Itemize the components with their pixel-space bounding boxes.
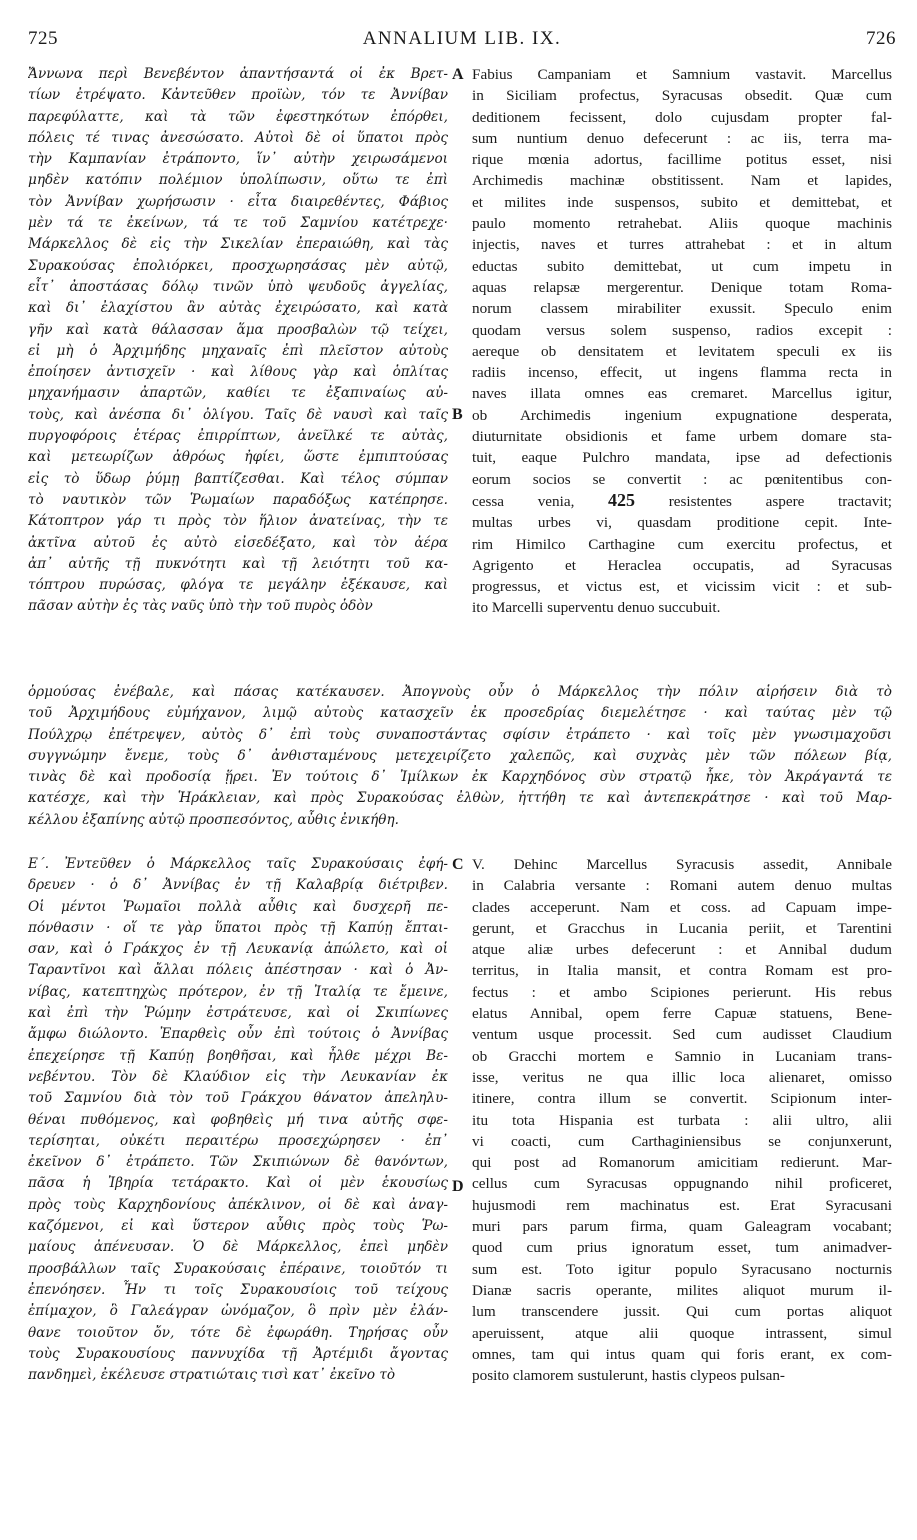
- latin-top-line: et milites inde suspensos, subito et demittebat, et: [472, 193, 892, 211]
- greek-bottom-line: πᾶσα ἡ Ἰβηρία τετάρακτο. Καὶ οἱ μὲν ἑκουσίως: [28, 1175, 448, 1192]
- latin-top-line: Archimedis machinæ obstitissent. Nam et lapides,: [472, 172, 892, 190]
- greek-full-line: ὁρμούσας ἐνέβαλε, καὶ πάσας κατέκαυσεν. Ἀπογνοὺς οὖν ὁ Μάρκελλος τὴν πόλιν αἱρήσειν διὰ τὸ: [28, 684, 892, 700]
- greek-top-line: ἀκτῖνα αὐτοῦ ἐς αὐτὸ εἰσεδέξατο, καὶ τὸν ἀέρα: [28, 534, 448, 551]
- latin-column-top: [472, 64, 892, 619]
- latin-top-line-prefix: cessa venia,: [472, 492, 575, 510]
- greek-top-line: καὶ δι᾽ ἐλαχίστου ἂν αὐτὰς ἐχειρώσατο, καὶ κατὰ: [28, 300, 448, 317]
- greek-top-line: Κάτοπτρον γάρ τι πρὸς τὸν ἥλιον ἀνατείνας, τὴν τε: [28, 513, 448, 530]
- latin-top-line: Fabius Campaniam et Samnium vastavit. Marcellus: [472, 66, 892, 83]
- latin-top-line: tuit, eaque Pulchro mandata, ipse ad defectionis: [472, 449, 892, 467]
- latin-bottom-line: elatus Annibal, opem ferre Capuæ statuens, Bene-: [472, 1005, 892, 1023]
- latin-top-line: ob Archimedis ingenium expugnatione desperata,: [472, 406, 892, 424]
- latin-bottom-line: itinere, contra illum se convertit. Scipionum inter-: [472, 1090, 892, 1108]
- greek-bottom-line: σαν, καὶ ὁ Γράκχος ἐν τῇ Λευκανίᾳ ἀπώλετο, καὶ οἱ: [28, 941, 448, 958]
- latin-top-line: diuturnitate obsidionis et fame urbem domare sta-: [472, 428, 892, 446]
- greek-top-line: μηχανήμασιν ἀπαρτῶν, καθίει τε ἐξαπιναίως αὐ-: [28, 385, 448, 402]
- greek-column-bottom: [28, 854, 448, 1386]
- greek-top-line: Ἄννωνα περὶ Βενεβέντον ἀπαντήσαντά οἱ ἐκ Βρετ-: [28, 66, 448, 82]
- latin-top-line: sum nuntium denuo defecerunt : ac iis, terra ma-: [472, 129, 892, 147]
- latin-bottom-line: gerunt, et Gracchus in Lucania periit, et Tarentini: [472, 919, 892, 937]
- greek-bottom-line: θανε τοιοῦτον ὄν, τότε δὲ ἐφωράθη. Τηρήσας οὖν: [28, 1324, 448, 1341]
- greek-bottom-line: Οἱ μέντοι Ῥωμαῖοι πολλὰ αὖθις καὶ δυσχερῆ πε-: [28, 898, 448, 915]
- greek-bottom-line: Ταραντῖνοι καὶ ἄλλαι πόλεις ἀπέστησαν · καὶ ὁ Ἀν-: [28, 962, 448, 979]
- greek-top-line: τὸν Ἀννίβαν χωρήσωσιν · εἶτα διαιρεθέντες, Φάβιος: [28, 193, 448, 210]
- latin-top-line: rique mœnia adortus, facillime potitus esset, nisi: [472, 151, 892, 169]
- latin-top-line: naves illata omnes eas cremaret. Marcellus igitur,: [472, 385, 892, 403]
- latin-top-line: paulo momento retrahebat. Aliis quoque machinis: [472, 215, 892, 233]
- section-marker-d: D: [452, 1178, 464, 1195]
- greek-bottom-line: ἐκεῖνον δ᾽ ἐτράπετο. Τῶν Σκιπιώνων δὲ θανόντων,: [28, 1154, 448, 1171]
- latin-top-line: injectis, naves et turres attrahebat : et in altum: [472, 236, 892, 254]
- latin-bottom-line: ventum usque processit. Sed cum audisset Claudium: [472, 1026, 892, 1044]
- running-title: ANNALIUM LIB. IX.: [362, 28, 562, 49]
- latin-bottom-line: itu tota Hispania est turbata : alii ultro, alii: [472, 1111, 892, 1129]
- latin-top-line: radiis incenso, effecit, ut ingens flamma recta in: [472, 364, 892, 382]
- latin-bottom-line: muri pars parum firma, quam Galeagram vocabant;: [472, 1218, 892, 1236]
- latin-bottom-line: territus, in Italia mansit, et contra Romam est pro-: [472, 962, 892, 980]
- greek-bottom-line: νεβέντου. Τὸν δὲ Κλαύδιον εἰς τὴν Λευκανίαν ἐκ: [28, 1068, 448, 1085]
- latin-bottom-line: Dianæ sacris operante, milites aliquot murum il-: [472, 1281, 892, 1299]
- latin-top-line: deditionem fecissent, dolo cujusdam propter fal-: [472, 108, 892, 126]
- greek-top-line: παρεφύλαττε, καὶ τὰ τῶν ἐφεστηκότων ἐπόρθει,: [28, 108, 448, 125]
- greek-top-line: ἐποίησεν ἀντισχεῖν · καὶ λίθους γὰρ καὶ ὁπλίτας: [28, 364, 448, 381]
- latin-bottom-line: fectus : et ambo Scipiones perierunt. His rebus: [472, 983, 892, 1001]
- marginal-number-badge: 425: [608, 489, 636, 510]
- greek-top-line: τὸ ναυτικὸν τῶν Ῥωμαίων παραδόξως κατέπρησε.: [28, 491, 448, 508]
- greek-top-line: τίων ἐτρέψατο. Κἀντεῦθεν προϊὼν, τόν τε Ἀννίβαν: [28, 87, 448, 104]
- greek-bottom-line: δρευεν · ὁ δ᾽ Ἀννίβας ἐν τῇ Καλαβρίᾳ διέτριβεν.: [28, 877, 448, 894]
- section-marker-b: B: [452, 406, 463, 423]
- latin-top-line: ito Marcelli superventu denuo succubuit.: [472, 599, 721, 617]
- greek-top-line: εἶτ᾽ ἀποστάσας δόλῳ τινῶν ὑπὸ ψευδοῦς ἀγγελίας,: [28, 278, 448, 295]
- greek-top-line: μηδὲν κατόπιν πολέμιον ὑπολίπωσιν, οὕτω τε ἐπὶ: [28, 172, 448, 189]
- greek-bottom-line: ἐπενόησεν. Ἦν τι τοῖς Συρακουσίοις τοῦ τείχους: [28, 1281, 448, 1298]
- latin-bottom-line: vi coacti, cum Carthaginiensibus se conjunxerunt,: [472, 1132, 892, 1150]
- greek-bottom-line: τερίσηται, οὐκέτι περαιτέρω προσεχώρησεν · ἐπ᾽: [28, 1132, 448, 1149]
- running-head: [28, 28, 896, 54]
- page-number-left: 725: [28, 28, 58, 49]
- greek-top-line: μὲν τά τε ἐκείνων, τά τε τοῦ Σαμνίου κατέτρεχε·: [28, 215, 448, 232]
- greek-full-line: κατέσχε, καὶ τὴν Ἡράκλειαν, καὶ πρὸς Συρακούσας ἐλθὼν, ἡττήθη τε καὶ ἀντεπεκράτησε · καὶ τοῦ Μαρ-: [28, 790, 892, 807]
- latin-top-line: eorum socios se convertit : ac pœnitentibus con-: [472, 470, 892, 488]
- greek-top-line: Μάρκελλος δὲ εἰς τὴν Σικελίαν ἐπεραιώθη, καὶ τὰς: [28, 236, 448, 253]
- latin-top-line: aquas relapsæ mergerentur. Denique totam Roma-: [472, 278, 892, 296]
- greek-bottom-line: ἐπίμαχον, ὃ Γαλεάγραν ὠνόμαζον, ὃ πρὶν μὲν ἐλάν-: [28, 1303, 448, 1320]
- greek-bottom-line: πόνθασιν · οἵ τε γὰρ ὕπατοι πρὸς τῇ Καπύῃ ἔπται-: [28, 919, 448, 936]
- greek-top-line: καὶ μετεωρίζων ἀθρόως ἠφίει, ὥστε ἐμπιπτούσας: [28, 449, 448, 466]
- greek-top-line: πυργοφόροις ἑτέρας ἐπιρρίπτων, ἀνεῖλκέ τε αὐτὰς,: [28, 428, 448, 445]
- latin-bottom-line: sum est. Toto igitur populo Syracusano nocturnis: [472, 1260, 892, 1278]
- greek-full-line: τοῦ Ἀρχιμήδους εὐμήχανον, λιμῷ αὐτοὺς κατασχεῖν ἐκ προσεδρίας διεμελέτησε · καὶ ταύτας μὲν τῷ: [28, 705, 892, 722]
- latin-top-line-with-badge: [472, 490, 892, 512]
- section-marker-c: C: [452, 856, 464, 873]
- latin-top-line: multas urbes vi, quasdam proditione cepit. Inte-: [472, 514, 892, 532]
- greek-top-line: Συρακούσας ἐπολιόρκει, προσχωρησάσας μὲν αὐτῷ,: [28, 257, 448, 274]
- latin-bottom-line: hujusmodi rem machinatus est. Erat Syracusani: [472, 1196, 892, 1214]
- latin-bottom-line: cellus cum Syracusas oppugnando nihil proficeret,: [472, 1175, 892, 1193]
- greek-full-line: συγγνώμην ἔνεμε, τοὺς δ᾽ ἀνθισταμένους μετεχειρίζετο χαλεπῶς, καὶ συχνὰς μὲν τῶν πόλεων βίᾳ,: [28, 747, 892, 764]
- latin-bottom-line: ob Gracchi mortem e Samnio in Lucaniam trans-: [472, 1047, 892, 1065]
- greek-top-line: ἀπ᾽ αὐτῆς τῇ πυκνότητι καὶ τῇ λειότητι τοῦ κα-: [28, 555, 448, 572]
- greek-top-line: πόλεις τέ τινας ἀνεσώσατο. Αὐτοὶ δὲ οἱ ὕπατοι πρὸς: [28, 129, 448, 146]
- latin-top-line-rest: resistentes aspere tractavit;: [668, 492, 892, 510]
- latin-bottom-line: quod cum prius ignoratum esset, tum animadver-: [472, 1239, 892, 1257]
- latin-bottom-line: posito clamorem sustulerunt, hastis clypeos pulsan-: [472, 1367, 785, 1385]
- greek-bottom-line: μαίους ἀπένευσαν. Ὁ δὲ Μάρκελλος, ἐπεὶ μηδὲν: [28, 1239, 448, 1256]
- greek-bottom-line: προσβάλλων ταῖς Συρακούσαις ἐπέραινε, τοιοῦτόν τι: [28, 1260, 448, 1277]
- greek-full-width-paragraph: [28, 682, 892, 831]
- latin-top-line: progressus, et victus est, et vicissim vicit : et sub-: [472, 578, 892, 596]
- greek-bottom-line: τοὺς Συρακουσίους παννυχίδα τῇ Ἀρτέμιδι ἄγοντας: [28, 1345, 448, 1362]
- latin-bottom-line: clades acceperunt. Nam et coss. ad Capuam impe-: [472, 898, 892, 916]
- latin-top-line: eductas subito demittebat, ut cum impetu in: [472, 257, 892, 275]
- latin-bottom-line: atque aliæ urbes defecerunt : et Annibal dudum: [472, 941, 892, 959]
- latin-bottom-line: qui post ad Romanorum amicitiam redierunt. Mar-: [472, 1154, 892, 1172]
- greek-bottom-line: πανδημεὶ, ἐκέλευσε στρατιώταις τισὶ κατ᾽ ἐκεῖνο τὸ: [28, 1367, 396, 1384]
- greek-top-line: πᾶσαν αὐτὴν ἐς τὰς ναῦς ὑπὸ τὴν τοῦ πυρὸς ὁδὸν: [28, 598, 373, 615]
- greek-bottom-line: πρὸς τοὺς Καρχηδονίους ἀπέκλινον, οἱ δὲ καὶ ἀναγ-: [28, 1196, 448, 1213]
- latin-top-line: quodam versus solem suspenso, radios excepit :: [472, 321, 892, 339]
- latin-bottom-line: lum transcendere jussit. Qui cum portas aliquot: [472, 1303, 892, 1321]
- latin-column-bottom: [472, 854, 892, 1386]
- greek-bottom-line: θέναι πυθόμενος, καὶ φοβηθεὶς μή τινα αὐτῆς σφε-: [28, 1111, 448, 1128]
- greek-bottom-line: ἐπεχείρησε τῇ Καπύῃ βοηθῆσαι, καὶ ἦλθε μέχρι Βε-: [28, 1047, 448, 1064]
- greek-top-line: τοὺς, καὶ ἀνέσπα δι᾽ ὀλίγου. Ταῖς δὲ ναυσὶ καὶ ταῖς: [28, 406, 448, 423]
- latin-bottom-line: V. Dehinc Marcellus Syracusis assedit, Annibale: [472, 856, 892, 873]
- latin-bottom-line: aperuissent, atque alii quoque intrassent, simul: [472, 1324, 892, 1342]
- latin-top-line: rim Himilco Carthagine cum exercitu profectus, et: [472, 535, 892, 553]
- greek-top-line: εἰς τὸ ὕδωρ ῥύμῃ βαπτίζεσθαι. Καὶ τέλος σύμπαν: [28, 470, 448, 487]
- greek-bottom-line: καζόμενοι, εἰ καὶ ὕστερον αὖθις πρὸς τοὺς Ῥω-: [28, 1218, 448, 1235]
- section-marker-a: A: [452, 66, 464, 83]
- greek-bottom-line: Ε΄. Ἐντεῦθεν ὁ Μάρκελλος ταῖς Συρακούσαις ἐφή-: [28, 856, 448, 872]
- greek-bottom-line: καὶ ἐπὶ τὴν Ῥώμην ἐστράτευσε, καὶ οἱ Σκιπίωνες: [28, 1005, 448, 1022]
- latin-bottom-line: in Calabria versante : Romani autem denuo multas: [472, 877, 892, 895]
- greek-full-line: τινὰς δὲ καὶ προδοσίᾳ ᾕρει. Ἐν τούτοις δ᾽ Ἰμίλκων ἐκ Καρχηδόνος σὺν στρατῷ ἧκε, τὸν Ἀκράγαντά τε: [28, 769, 892, 786]
- greek-bottom-line: νίβας, κατεπτηχὼς πρότερον, ἐν τῇ Ἰταλίᾳ τε ἔμεινε,: [28, 983, 448, 1000]
- greek-full-line: Πούλχρῳ ἐπέτρεψεν, αὐτὸς δ᾽ ἐπὶ τοὺς συναποστάντας σφίσιν ἐτράπετο · καὶ τοῖς μὲν γνωσιμαχοῦσι: [28, 726, 892, 743]
- latin-bottom-line: isse, veritus ne qua illic loca alienaret, omisso: [472, 1068, 892, 1086]
- latin-top-line: in Siciliam profectus, Syracusas obsedit. Quæ cum: [472, 87, 892, 105]
- greek-column-top: [28, 64, 448, 618]
- greek-top-line: εἰ μὴ ὁ Ἀρχιμήδης μηχαναῖς ἐπὶ πλεῖστον αὐτοὺς: [28, 342, 448, 359]
- greek-top-line: τόπτρου πυρώσας, φλόγα τε μεγάλην ἐξέκαυσε, καὶ: [28, 577, 448, 594]
- latin-bottom-line: omnes, tam qui intus quam qui foris erant, ex com-: [472, 1345, 892, 1363]
- page-number-right: 726: [866, 28, 896, 49]
- greek-bottom-line: τοῦ Σαμνίου διὰ τὸν τοῦ Γράκχου θάνατον ἀπεληλυ-: [28, 1090, 448, 1107]
- greek-bottom-line: ἄμφω διώλοντο. Ἐπαρθεὶς οὖν ἐπὶ τούτοις ὁ Ἀννίβας: [28, 1026, 448, 1043]
- latin-top-line: Agrigento et Heraclea occupatis, ad Syracusas: [472, 556, 892, 574]
- greek-top-line: γῆν καὶ κατὰ θάλασσαν ἅμα προσβαλὼν τῷ τείχει,: [28, 321, 448, 338]
- latin-top-line: aereque ob densitatem et levitatem speculi ex iis: [472, 342, 892, 360]
- latin-top-line: norum classem mirabiliter exussit. Speculo enim: [472, 300, 892, 318]
- greek-top-line: τὴν Καμπανίαν ἐτράποντο, ἵν᾽ αὐτὴν χειρωσάμενοι: [28, 151, 448, 168]
- greek-full-line: κέλλου ἐξαπίνης αὐτῷ προσπεσόντος, αὖθις ἐνικήθη.: [28, 811, 399, 828]
